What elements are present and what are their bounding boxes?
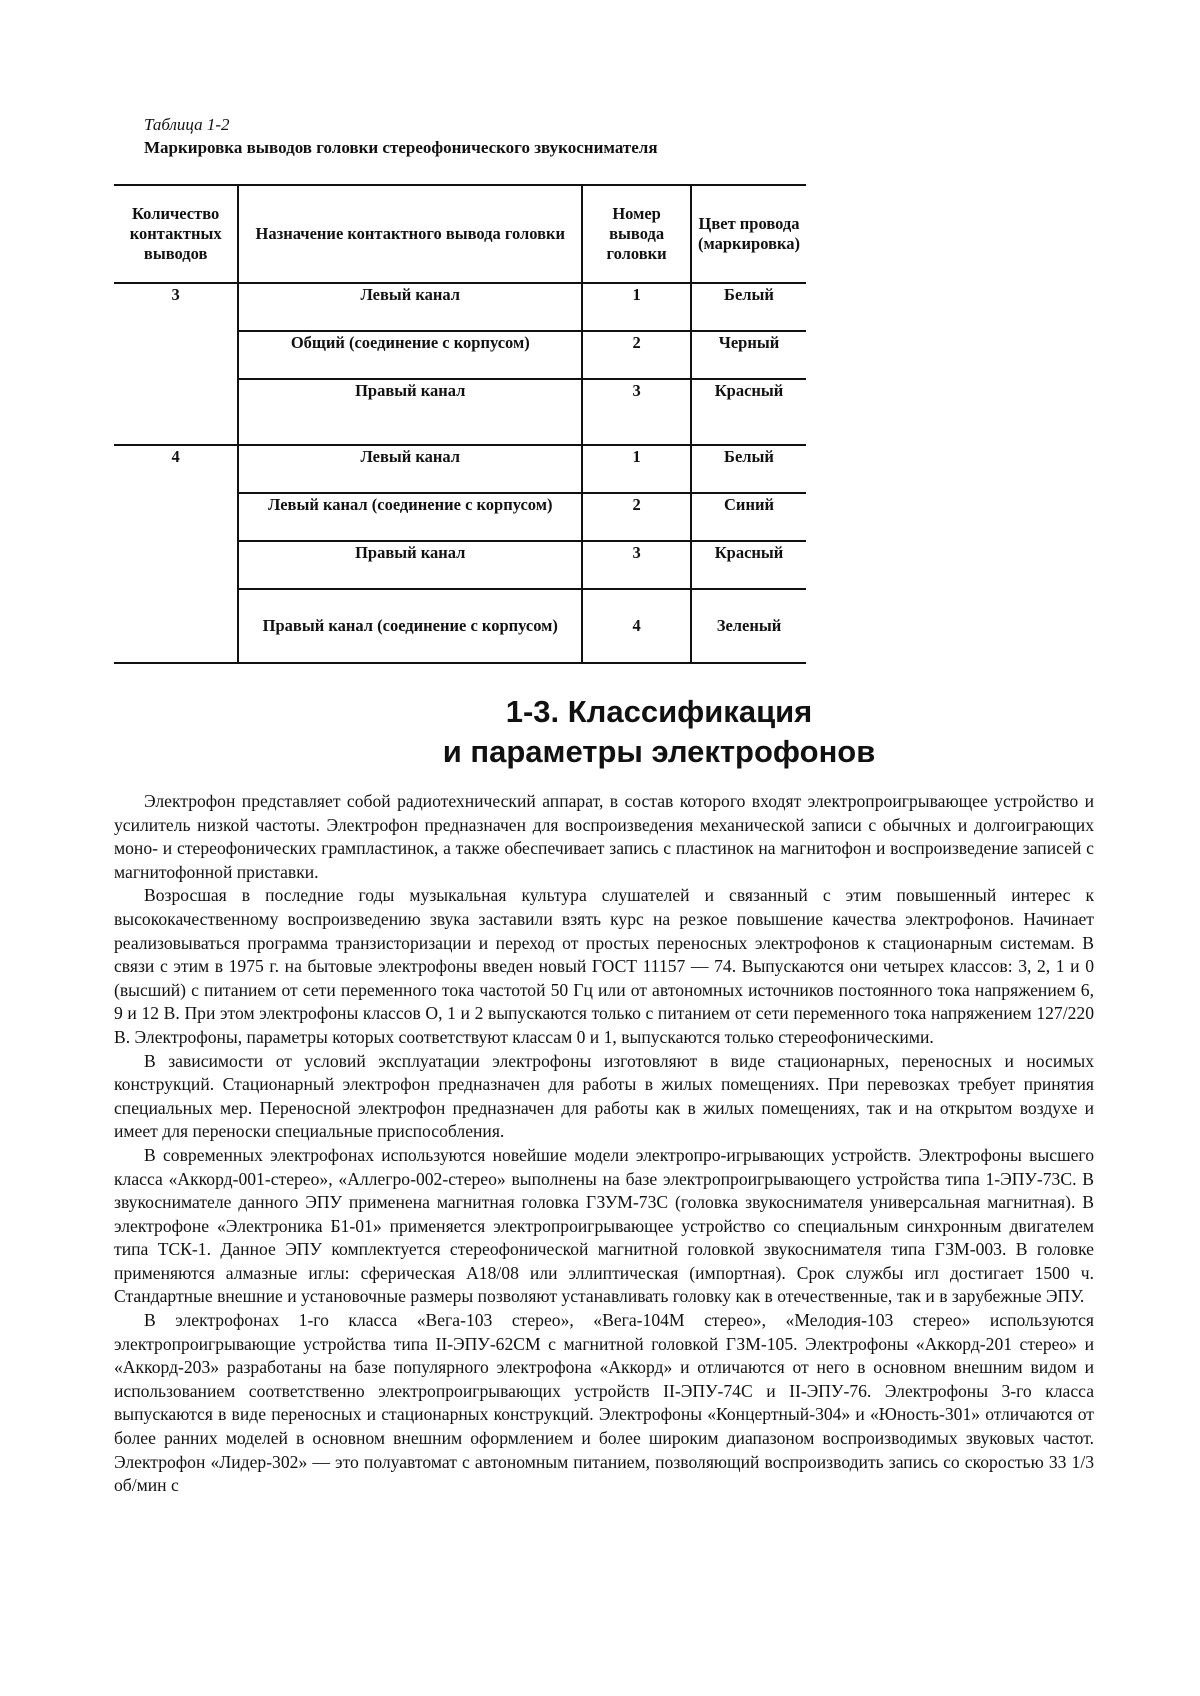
- pin-count-cell: 4: [114, 445, 238, 663]
- color-cell: Черный: [691, 331, 806, 379]
- number-cell: 3: [582, 541, 691, 589]
- purpose-cell: Правый канал: [238, 379, 582, 445]
- paragraph: В современных электрофонах используются новейшие модели электропро-игрывающих устройств. Электрофоны высшего класса «Аккорд-001-стерео», «Аллегро-002-стерео» выполнены на базе электропроигрывающего устройства типа 1-ЭПУ-73С. В звукоснимателе данного ЭПУ применена магнитная головка ГЗУМ-73С (головка звукоснимателя универсальная магнитная). В электрофоне «Электроника Б1-01» применяется электропроигрывающее устройство со специальным синхронным двигателем типа ТСК-1. Данное ЭПУ комплектуется стереофонической магнитной головкой звукоснимателя типа ГЗМ-003. В головке применяются алмазные иглы: сферическая А18/08 или эллиптическая (импортная). Срок службы игл достигает 1500 ч. Стандартные внешние и установочные размеры позволяют устанавливать головку как в отечественные, так и в зарубежные ЭПУ.: [114, 1144, 1094, 1307]
- paragraph: Электрофон представляет собой радиотехнический аппарат, в состав которого входят электропроигрывающее устройство и усилитель низкой частоты. Электрофон предназначен для воспроизведения механической записи с обычных и долгоиграющих моно- и стереофонических грампластинок, а также обеспечивает запись с пластинок на магнитофон и воспроизведение записей с магнитофонной приставки.: [114, 791, 1094, 882]
- section-heading-line-2: и параметры электрофонов: [442, 734, 876, 769]
- purpose-cell: Левый канал: [238, 445, 582, 493]
- section-heading-line-1: 1-3. Классификация: [505, 694, 813, 729]
- table-row: [114, 445, 806, 493]
- number-cell: 1: [582, 445, 691, 493]
- color-cell: Зеленый: [691, 589, 806, 663]
- body-text: [114, 790, 1094, 1498]
- table-number: Таблица 1-2: [144, 115, 230, 134]
- pin-count-cell: 3: [114, 283, 238, 445]
- section-heading: [0, 692, 1200, 772]
- purpose-cell: Правый канал (соединение с корпусом): [238, 589, 582, 663]
- number-cell: 4: [582, 589, 691, 663]
- table-caption: [144, 114, 844, 160]
- table-title: Маркировка выводов головки стереофонического звукоснимателя: [144, 138, 658, 157]
- paragraph: Возросшая в последние годы музыкальная культура слушателей и связанный с этим повышенный интерес к высококачественному воспроизведению звука заставили взять курс на резкое повышение качества электрофонов. Начинает реализовываться программа транзисторизации и переход от простых переносных электрофонов к стационарным системам. В связи с этим в 1975 г. на бытовые электрофоны введен новый ГОСТ 11157 — 74. Выпускаются они четырех классов: 3, 2, 1 и 0 (высший) с питанием от сети переменного тока частотой 50 Гц или от автономных источников постоянного тока напряжением 6, 9 и 12 В. При этом электрофоны классов О, 1 и 2 выпускаются только с питанием от сети переменного тока напряжением 127/220 В. Электрофоны, параметры которых соответствуют классам 0 и 1, выпускаются только стереофоническими.: [114, 885, 1094, 1047]
- table-header-row: [114, 185, 806, 283]
- color-cell: Красный: [691, 541, 806, 589]
- paragraph: В зависимости от условий эксплуатации электрофоны изготовляют в виде стационарных, переносных и носимых конструкций. Стационарный электрофон предназначен для работы в жилых помещениях. При перевозках требует принятия специальных мер. Переносной электрофон предназначен для работы как в жилых помещениях, так и на открытом воздухе и имеет для переноски специальные приспособления.: [114, 1050, 1094, 1142]
- number-cell: 2: [582, 331, 691, 379]
- paragraph: В электрофонах 1-го класса «Вега-103 стерео», «Вега-104М стерео», «Мелодия-103 стерео» используются электропроигрывающие устройства типа II-ЭПУ-62СМ с магнитной головкой ГЗМ-105. Электрофоны «Аккорд-201 стерео» и «Аккорд-203» разработаны на базе популярного электрофона «Аккорд» и отличаются от него в основном внешним видом и использованием соответственно электропроигрывающих устройств II-ЭПУ-74С и II-ЭПУ-76. Электрофоны 3-го класса выпускаются в виде переносных и стационарных конструкций. Электрофоны «Концертный-304» и «Юность-301» отличаются от более ранних моделей в основном внешним оформлением и более широким диапазоном воспроизводимых звуковых частот. Электрофон «Лидер-302» — это полуавтомат с автономным питанием, позволяющий воспроизводить запись со скоростью 33 1/3 об/мин с: [114, 1310, 1094, 1496]
- header-pin-purpose: Назначение контактного вывода головки: [238, 185, 582, 283]
- table-row: [114, 283, 806, 331]
- purpose-cell: Левый канал (соединение с корпусом): [238, 493, 582, 541]
- purpose-cell: Общий (соединение с корпусом): [238, 331, 582, 379]
- number-cell: 2: [582, 493, 691, 541]
- color-cell: Белый: [691, 445, 806, 493]
- color-cell: Белый: [691, 283, 806, 331]
- header-wire-color: Цвет провода (маркировка): [691, 185, 806, 283]
- purpose-cell: Правый канал: [238, 541, 582, 589]
- color-cell: Синий: [691, 493, 806, 541]
- number-cell: 1: [582, 283, 691, 331]
- header-pin-number: Номер вывода головки: [582, 185, 691, 283]
- header-pin-count: Количество контактных выводов: [114, 185, 238, 283]
- pin-marking-table: [114, 184, 806, 664]
- number-cell: 3: [582, 379, 691, 445]
- color-cell: Красный: [691, 379, 806, 445]
- purpose-cell: Левый канал: [238, 283, 582, 331]
